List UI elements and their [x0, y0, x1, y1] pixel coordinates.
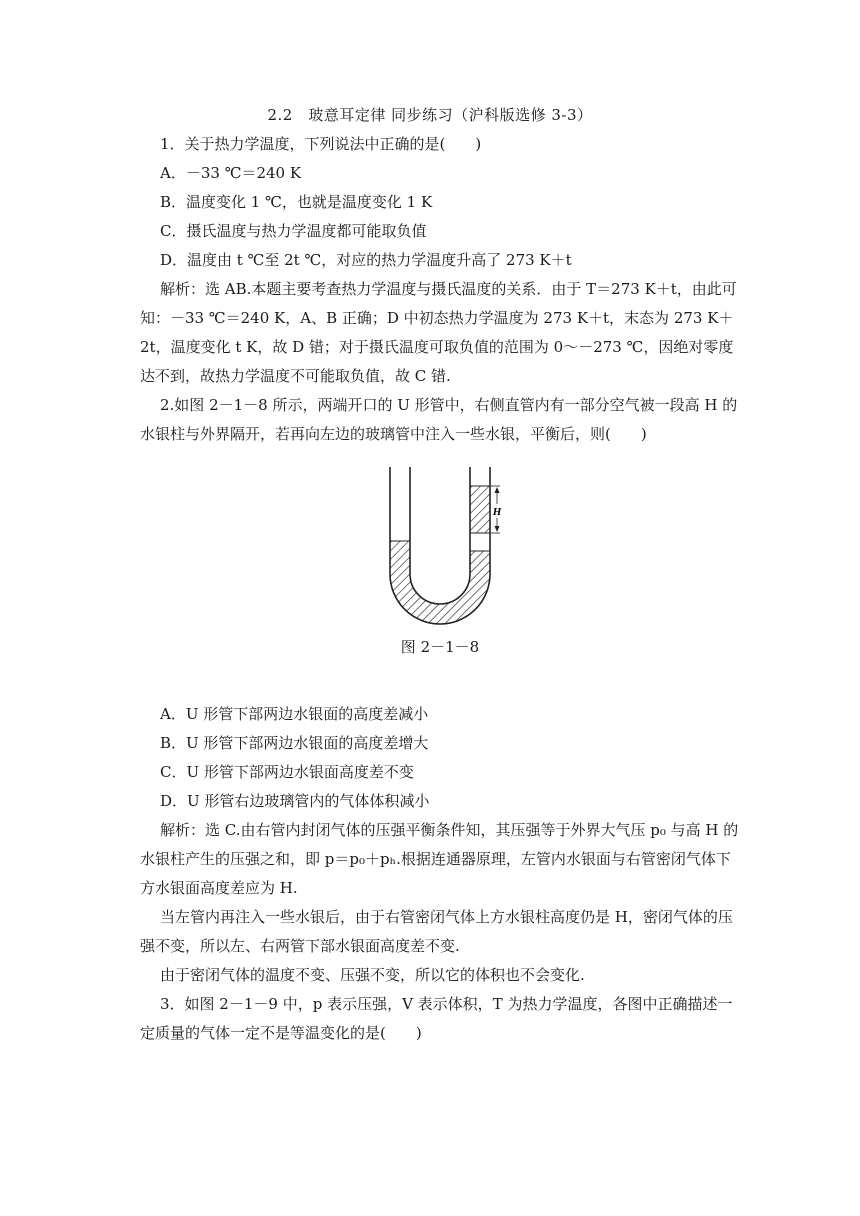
figure-caption: 图 2－1－8	[400, 638, 480, 656]
q1-analysis: 解析：选 AB.本题主要考查热力学温度与摄氏温度的关系．由于 T＝273 K＋t，由此可知：－33 ℃＝240 K，A、B 正确；D 中初态热力学温度为 273 K＋t，末态为 273 K＋2t，温度变化 t K，故 D 错；对于摄氏温度可取负值的范围为 0～－273 ℃，因绝对零度达不到，故热力学温度不可能取负值，故 C 错.	[140, 280, 737, 385]
q2-analysis-2: 当左管内再注入一些水银后，由于右管密闭气体上方水银柱高度仍是 H，密闭气体的压强不变，所以左、右两管下部水银面高度差不变.	[140, 908, 733, 955]
q2-option-d: D．U 形管右边玻璃管内的气体体积减小	[160, 792, 430, 810]
q1-stem: 1．关于热力学温度，下列说法中正确的是( )	[160, 135, 482, 153]
tube-inner-wall	[410, 467, 470, 604]
q2-stem: 2.如图 2－1－8 所示，两端开口的 U 形管中，右侧直管内有一部分空气被一段高 H 的水银柱与外界隔开，若再向左边的玻璃管中注入一些水银，平衡后，则( )	[140, 396, 738, 443]
u-tube-figure	[140, 459, 740, 662]
q1-option-c: C．摄氏温度与热力学温度都可能取负值	[160, 222, 427, 240]
q1-option-b: B．温度变化 1 ℃，也就是温度变化 1 K	[160, 193, 433, 211]
document-body	[140, 130, 740, 1048]
q2-option-a: A．U 形管下部两边水银面的高度差减小	[160, 705, 429, 723]
q2-analysis-1: 解析：选 C.由右管内封闭气体的压强平衡条件知，其压强等于外界大气压 p₀ 与高 H 的水银柱产生的压强之和，即 p＝p₀＋pₕ.根据连通器原理，左管内水银面与右管密闭气体下方水银面高度差应为 H.	[140, 821, 739, 897]
dimension-label-h: H	[492, 506, 502, 518]
q2-option-b: B．U 形管下部两边水银面的高度差增大	[160, 734, 429, 752]
dimension-arrow-down	[495, 526, 500, 532]
q2-analysis-3: 由于密闭气体的温度不变、压强不变，所以它的体积也不会变化.	[160, 966, 585, 984]
q3-stem: 3．如图 2－1－9 中，p 表示压强，V 表示体积，T 为热力学温度，各图中正确描述一定质量的气体一定不是等温变化的是( )	[140, 995, 733, 1042]
q1-option-a: A．－33 ℃＝240 K	[160, 164, 302, 182]
q1-option-d: D．温度由 t ℃至 2t ℃，对应的热力学温度升高了 273 K＋t	[160, 251, 572, 269]
mercury-bottom	[390, 541, 490, 624]
document-title: 2.2 玻意耳定律 同步练习（沪科版选修 3-3）	[267, 106, 593, 124]
u-tube-diagram	[380, 459, 500, 625]
dimension-arrow-up	[495, 487, 500, 493]
q2-option-c: C．U 形管下部两边水银面高度差不变	[160, 763, 414, 781]
mercury-column-h	[470, 486, 490, 533]
